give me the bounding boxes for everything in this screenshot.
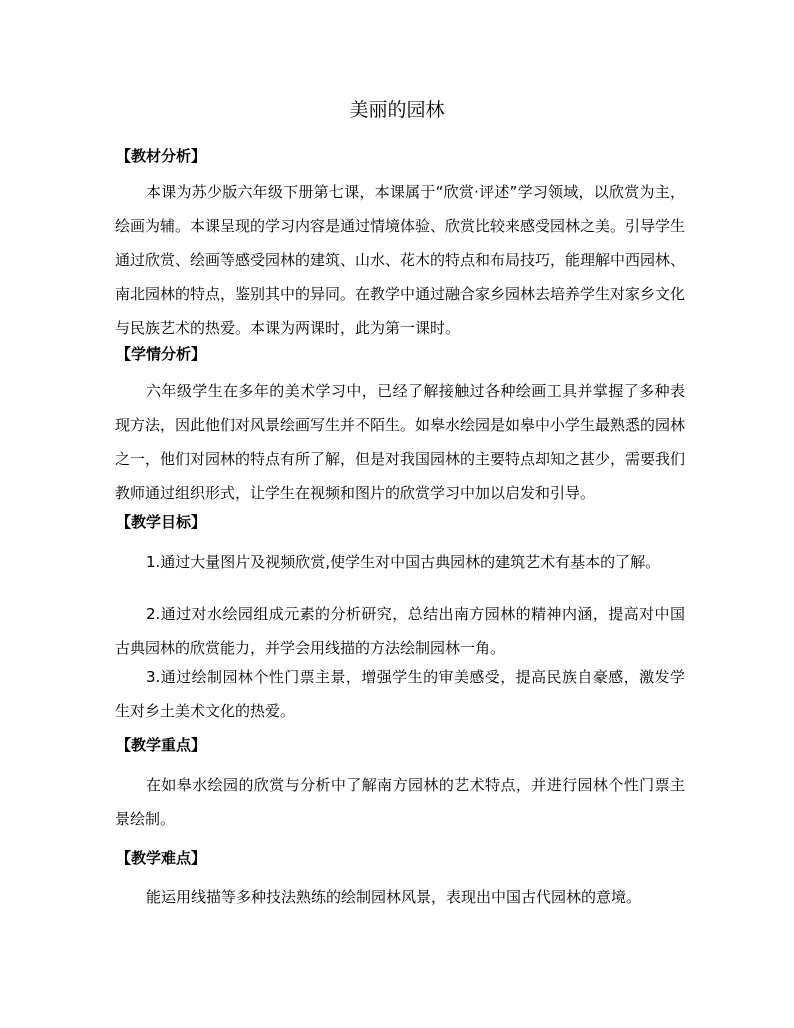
section-heading-student-analysis: 【学情分析】 xyxy=(116,345,207,363)
section-heading-teaching-focus: 【教学重点】 xyxy=(116,736,207,754)
section-heading-teaching-difficulty: 【教学难点】 xyxy=(116,849,207,867)
document-title: 美丽的园林 xyxy=(349,99,445,121)
paragraph-teaching-difficulty: 能运用线描等多种技法熟练的绘制园林风景，表现出中国古代园林的意境。 xyxy=(146,888,642,906)
paragraph-goal-1: 1.通过大量图片及视频欣赏,使学生对中国古典园林的建筑艺术有基本的了解。 xyxy=(146,553,661,571)
section-heading-textbook-analysis: 【教材分析】 xyxy=(116,147,207,165)
paragraph-goal-2: 2.通过对水绘园组成元素的分析研究，总结出南方园林的精神内涵，提高对中国古典园林的欣赏能力，并学会用线描的方法绘制园林一角。 xyxy=(115,605,685,657)
section-heading-teaching-goals: 【教学目标】 xyxy=(116,513,207,531)
paragraph-goal-3: 3.通过绘制园林个性门票主景，增强学生的审美感受，提高民族自豪感，激发学生对乡土美术文化的热爱。 xyxy=(115,668,685,720)
paragraph-textbook-analysis: 本课为苏少版六年级下册第七课，本课属于“欣赏·评述”学习领域，以欣赏为主，绘画为辅。本课呈现的学习内容是通过情境体验、欣赏比较来感受园林之美。引导学生通过欣赏、绘画等感受园林的建筑、山水、花木的特点和布局技巧，能理解中西园林、南北园林的特点，鉴别其中的异同。在教学中通过融合家乡园林去培养学生对家乡文化与民族艺术的热爱。本课为两课时，此为第一课时。 xyxy=(115,183,686,337)
paragraph-teaching-focus: 在如皋水绘园的欣赏与分析中了解南方园林的艺术特点，并进行园林个性门票主景绘制。 xyxy=(115,776,685,828)
paragraph-student-analysis: 六年级学生在多年的美术学习中，已经了解接触过各种绘画工具并掌握了多种表现方法，因此他们对风景绘画写生并不陌生。如皋水绘园是如皋中小学生最熟悉的园林之一，他们对园林的特点有所了解，但是对我国园林的主要特点却知之甚少，需要我们教师通过组织形式，让学生在视频和图片的欣赏学习中加以启发和引导。 xyxy=(115,382,686,502)
